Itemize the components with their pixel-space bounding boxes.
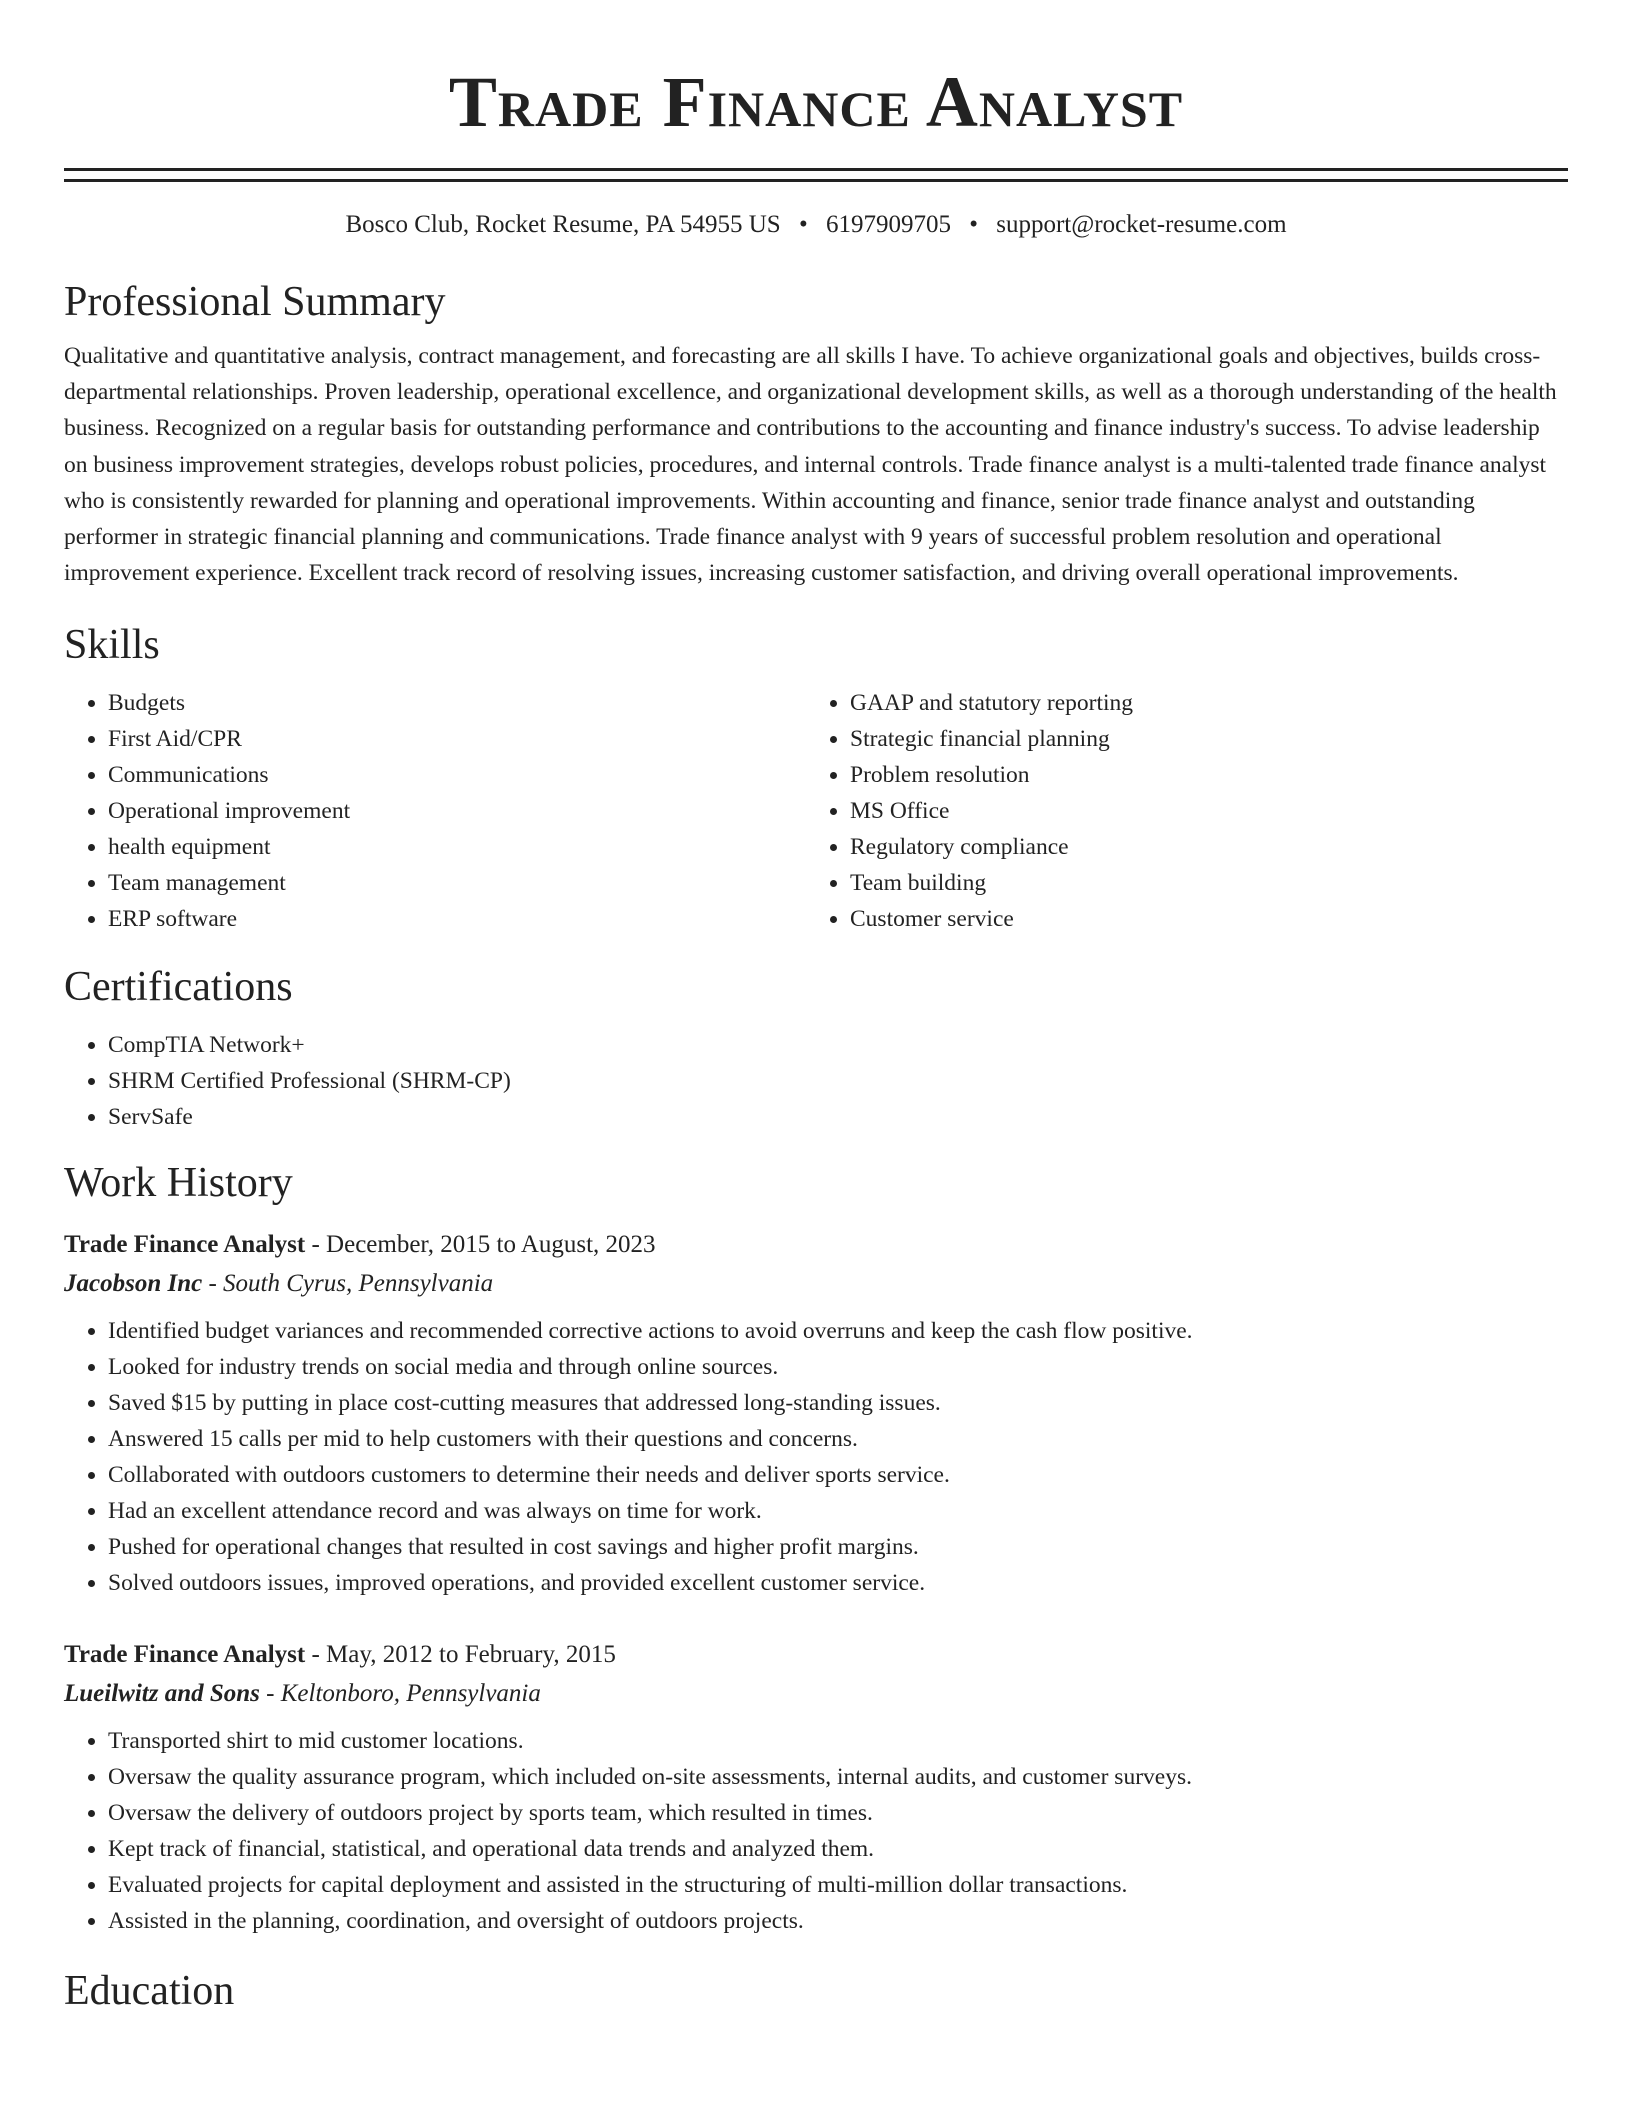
title-divider xyxy=(64,168,1568,182)
job-bullet: • Answered 15 calls per mid to help customers with their questions and concerns. xyxy=(108,1421,1568,1457)
job-bullets xyxy=(64,1723,1568,1939)
education-heading: Education xyxy=(64,1968,235,2015)
job-entry xyxy=(64,1225,1568,1601)
certifications-heading: Certifications xyxy=(64,964,293,1011)
job-bullet: • Assisted in the planning, coordination, and oversight of outdoors projects. xyxy=(108,1903,1568,1939)
skills-columns xyxy=(64,685,1568,937)
contact-separator: • xyxy=(969,211,978,238)
job-bullet: • Pushed for operational changes that resulted in cost savings and higher profit margins. xyxy=(108,1529,1568,1565)
job-entry xyxy=(64,1635,1568,1939)
skill-item: • ERP software xyxy=(108,901,806,937)
job-bullet: • Evaluated projects for capital deployment and assisted in the structuring of multi-million dollar transactions. xyxy=(108,1867,1568,1903)
skills-left-list xyxy=(64,685,806,937)
company-line xyxy=(64,1674,1568,1713)
skill-item: • Customer service xyxy=(850,901,1133,937)
skill-item: • Operational improvement xyxy=(108,793,806,829)
job-bullet: • Solved outdoors issues, improved operations, and provided excellent customer service. xyxy=(108,1565,1568,1601)
job-bullet: • Looked for industry trends on social media and through online sources. xyxy=(108,1349,1568,1385)
skill-item: • Team building xyxy=(850,865,1133,901)
job-title-line xyxy=(64,1635,1568,1674)
resume-title: Trade Finance Analyst xyxy=(448,62,1184,142)
skill-item: • Problem resolution xyxy=(850,757,1133,793)
job-dates: - December, 2015 to August, 2023 xyxy=(305,1231,656,1259)
job-bullet: • Collaborated with outdoors customers to determine their needs and deliver sports service. xyxy=(108,1457,1568,1493)
job-title: Trade Finance Analyst xyxy=(64,1641,306,1669)
skills-heading: Skills xyxy=(64,622,160,669)
job-bullet: • Saved $15 by putting in place cost-cutting measures that addressed long-standing issues. xyxy=(108,1385,1568,1421)
job-bullet: • Identified budget variances and recommended corrective actions to avoid overruns and keep the cash flow positive. xyxy=(108,1313,1568,1349)
company-location: - South Cyrus, Pennsylvania xyxy=(202,1270,494,1298)
summary-heading: Professional Summary xyxy=(64,279,446,325)
job-bullets xyxy=(64,1313,1568,1601)
certification-item: • SHRM Certified Professional (SHRM-CP) xyxy=(108,1063,1568,1099)
skill-item: • GAAP and statutory reporting xyxy=(850,685,1133,721)
company-location: - Keltonboro, Pennsylvania xyxy=(259,1680,541,1708)
job-title: Trade Finance Analyst xyxy=(64,1231,306,1259)
job-bullet: • Transported shirt to mid customer locations. xyxy=(108,1723,1568,1759)
company-name: Lueilwitz and Sons xyxy=(64,1680,260,1708)
skill-item: • Regulatory compliance xyxy=(850,829,1133,865)
job-bullet: • Kept track of financial, statistical, and operational data trends and analyzed them. xyxy=(108,1831,1568,1867)
work-history-heading: Work History xyxy=(64,1160,293,1207)
skill-item: • Budgets xyxy=(108,685,806,721)
job-dates: - May, 2012 to February, 2015 xyxy=(305,1641,616,1669)
skills-right-list xyxy=(806,685,1133,937)
contact-separator: • xyxy=(798,211,808,238)
skill-item: • Strategic financial planning xyxy=(850,721,1133,757)
skill-item: • health equipment xyxy=(108,829,806,865)
certification-item: • CompTIA Network+ xyxy=(108,1027,1568,1063)
skill-item: • Communications xyxy=(108,757,806,793)
certification-item: • ServSafe xyxy=(108,1099,1568,1135)
job-bullet: • Oversaw the delivery of outdoors project by sports team, which resulted in times. xyxy=(108,1795,1568,1831)
job-bullet: • Had an excellent attendance record and was always on time for work. xyxy=(108,1493,1568,1529)
contact-phone: 6197909705 xyxy=(825,211,951,238)
contact-email: support@rocket-resume.com xyxy=(996,211,1287,238)
skill-item: • Team management xyxy=(108,865,806,901)
job-bullet: • Oversaw the quality assurance program, which included on-site assessments, internal audits, and customer surveys. xyxy=(108,1759,1568,1795)
contact-line xyxy=(64,208,1568,242)
company-name: Jacobson Inc xyxy=(64,1270,203,1298)
skill-item: • First Aid/CPR xyxy=(108,721,806,757)
summary-text: Qualitative and quantitative analysis, contract management, and forecasting are all skills I have. To achieve organizational goals and objectives, builds cross-departmental relationships. Proven leadership, operational excellence, and organizational development skills, as well as a thorough understanding of the health business. Recognized on a regular basis for outstanding performance and contributions to the accounting and finance industry's success. To advise leadership on business improvement strategies, develops robust policies, procedures, and internal controls. Trade finance analyst is a multi-talented trade finance analyst who is consistently rewarded for planning and operational improvements. Within accounting and finance, senior trade finance analyst and outstanding performer in strategic financial planning and communications. Trade finance analyst with 9 years of successful problem resolution and operational improvement experience. Excellent track record of resolving issues, increasing customer satisfaction, and driving overall operational improvements. xyxy=(64,343,1557,587)
certifications-list xyxy=(64,1027,1568,1135)
contact-address: Bosco Club, Rocket Resume, PA 54955 US xyxy=(345,211,781,238)
job-title-line xyxy=(64,1225,1568,1264)
company-line xyxy=(64,1264,1568,1303)
skill-item: • MS Office xyxy=(850,793,1133,829)
